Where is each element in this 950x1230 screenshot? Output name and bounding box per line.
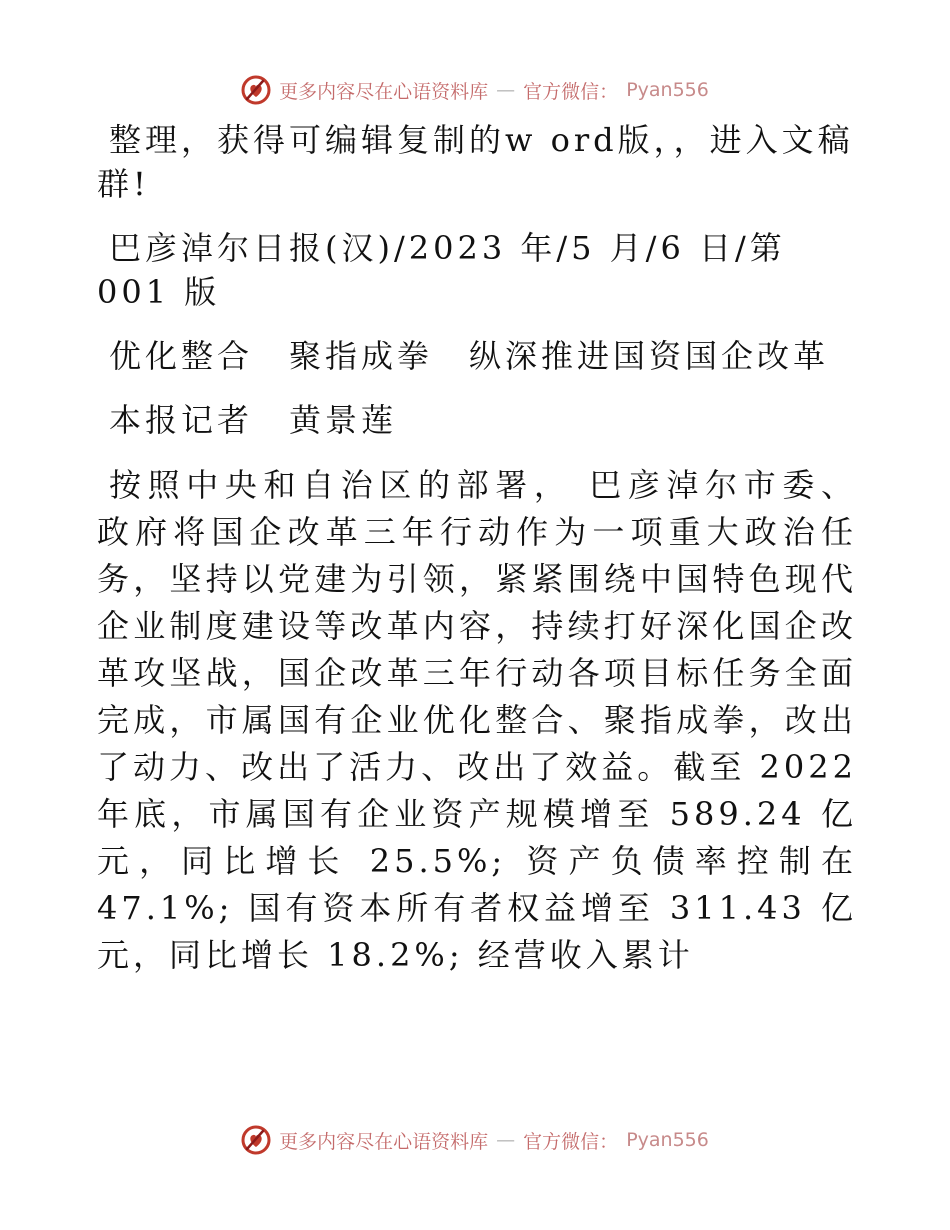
watermark-separator: — [496,79,516,101]
watermark-footer [0,1120,950,1160]
watermark-wechat-label: 官方微信： [523,1130,619,1153]
watermark-wechat-label: 官方微信： [523,80,619,103]
byline: 本报记者 黄景莲 [109,401,398,439]
watermark-header [0,70,950,110]
heart-logo-icon [241,1125,271,1155]
watermark-wechat-id: Pyan556 [626,1129,709,1151]
watermark-site-text: 更多内容尽在心语资料库 [279,80,489,103]
watermark-site-text: 更多内容尽在心语资料库 [279,1130,489,1153]
watermark-wechat-id: Pyan556 [626,79,709,101]
intro-text: 整理，获得可编辑复制的w ord版，，进入文稿群! [97,121,854,203]
document-content [97,118,857,999]
headline: 优化整合 聚指成拳 纵深推进国资国企改革 [109,337,830,375]
watermark-separator: — [496,1129,516,1151]
source-line: 巴彦淖尔日报(汉)/2023 年/5 月/6 日/第 001 版 [97,229,786,311]
heart-logo-icon [241,75,271,105]
body-paragraph: 按照中央和自治区的部署， 巴彦淖尔市委、 政府将国企改革三年行动作为一项重大政治任务，坚持以党建为引领，紧紧围绕中国特色现代企业制度建设等改革内容，持续打好深化国企改革攻坚战，国企改革三年行动各项目标任务全面完成，市属国有企业优化整合、聚指成拳，改出了动力、改出了活力、改出了效益。截至 2022 年底，市属国有企业资产规模增至 589.24 亿元，同比增长 25.5%; 资产负债率控制在 47.1%; 国有资本所有者权益增至 311.43 亿元，同比增长 18.2%; 经营收入累计 [97,466,857,974]
